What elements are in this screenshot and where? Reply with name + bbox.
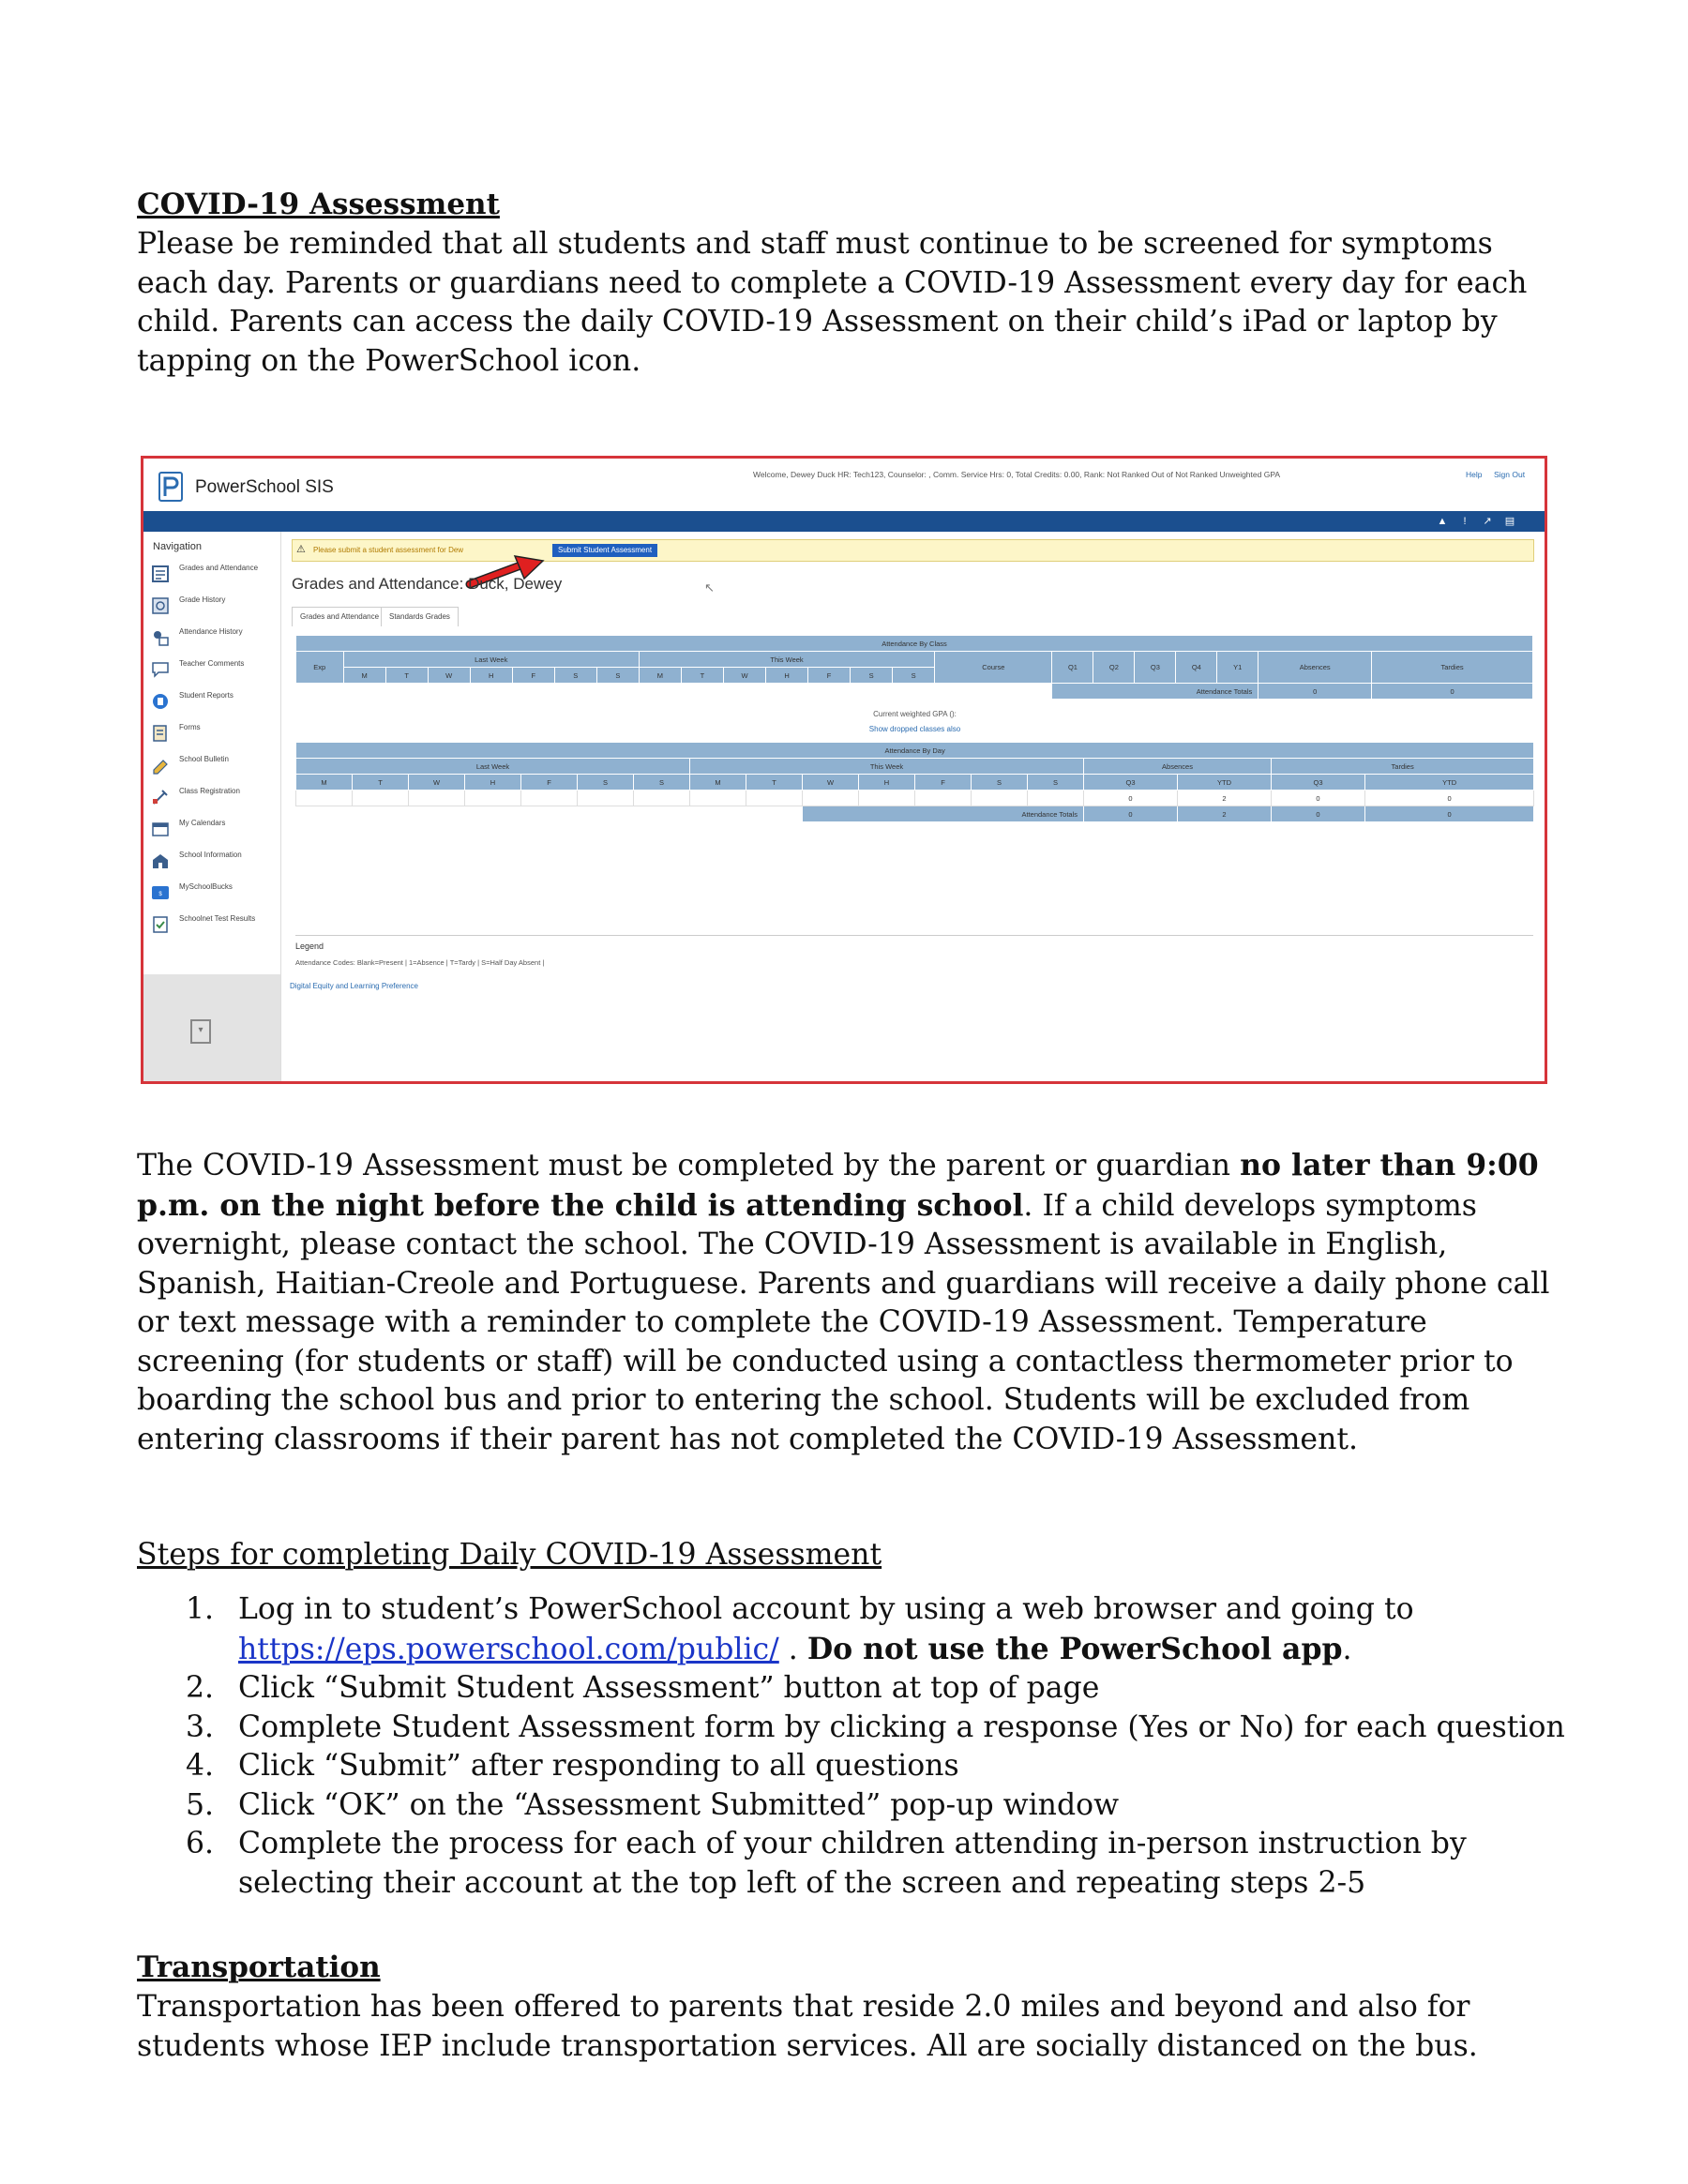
- day-m: M: [343, 668, 385, 684]
- col-q3: Q3: [1135, 652, 1176, 684]
- day-m: M: [690, 775, 746, 791]
- steps-list: [137, 1590, 1581, 1903]
- nav-item-class-registration[interactable]: [151, 785, 279, 813]
- sign-out-link[interactable]: Sign Out: [1494, 470, 1526, 479]
- nav-item-label: MySchoolBucks: [179, 882, 233, 891]
- page-title: Grades and Attendance: Duck, Dewey: [292, 575, 563, 593]
- nav-item-my-calendars[interactable]: [151, 817, 279, 845]
- cell: [296, 791, 353, 806]
- nav-item-label: Grade History: [179, 595, 226, 604]
- nav-item-school-information[interactable]: [151, 849, 279, 877]
- total-tardies-q3: 0: [1272, 806, 1365, 822]
- col-exp: Exp: [296, 652, 344, 684]
- cell: [634, 791, 690, 806]
- step-number: 2.: [186, 1671, 215, 1705]
- col-absences: Absences: [1084, 759, 1272, 775]
- nav-item-label: School Information: [179, 851, 242, 859]
- step-item: [137, 1669, 1581, 1709]
- col-q2: Q2: [1093, 652, 1135, 684]
- comment-icon: [151, 660, 170, 679]
- spacer: [296, 684, 1052, 700]
- nav-item-label: Teacher Comments: [179, 659, 245, 668]
- svg-text:$: $: [158, 892, 162, 897]
- ps-navigation: [143, 532, 281, 1084]
- step-number: 6.: [186, 1827, 215, 1860]
- nav-item-teacher-comments[interactable]: [151, 657, 279, 685]
- totals-label: Attendance Totals: [1052, 684, 1258, 700]
- step-item: [137, 1709, 1581, 1748]
- col-last-week: Last Week: [296, 759, 690, 775]
- attendance-by-class-table: [295, 635, 1533, 700]
- show-dropped-classes-link[interactable]: Show dropped classes also: [868, 725, 961, 733]
- mobile-app-icon[interactable]: ▾: [190, 1019, 211, 1044]
- day-h: H: [470, 668, 512, 684]
- cell: [578, 791, 634, 806]
- notice-icon[interactable]: !: [1463, 516, 1467, 527]
- col-this-week: This Week: [639, 652, 934, 668]
- cell: [465, 791, 521, 806]
- test-results-icon: [151, 915, 170, 934]
- powerschool-public-link[interactable]: https://eps.powerschool.com/public/: [238, 1632, 779, 1666]
- spacer: [296, 806, 803, 822]
- day-f: F: [521, 775, 578, 791]
- day-t: T: [385, 668, 428, 684]
- cell: [353, 791, 409, 806]
- day-w: W: [409, 775, 465, 791]
- nav-item-student-reports[interactable]: [151, 689, 279, 717]
- alert-text: Please submit a student assessment for Dew: [313, 546, 464, 554]
- day-h: H: [859, 775, 915, 791]
- nav-item-attendance-history[interactable]: [151, 625, 279, 654]
- day-t: T: [746, 775, 803, 791]
- cell-absences-q3: 0: [1084, 791, 1178, 806]
- day-s: S: [596, 668, 639, 684]
- legend: [295, 935, 1533, 973]
- cell: [521, 791, 578, 806]
- total-tardies: 0: [1372, 684, 1533, 700]
- gradebook-icon: [151, 565, 170, 583]
- transportation-section-title: Transportation: [137, 1951, 381, 1984]
- digital-equity-link[interactable]: Digital Equity and Learning Preference: [290, 982, 418, 990]
- day-s: S: [1028, 775, 1084, 791]
- legend-title: Legend: [295, 941, 324, 951]
- col-q3: Q3: [1084, 775, 1178, 791]
- col-ytd: YTD: [1365, 775, 1534, 791]
- cell-absences-ytd: 2: [1178, 791, 1272, 806]
- nav-item-forms[interactable]: [151, 721, 279, 749]
- nav-item-label: Class Registration: [179, 787, 240, 795]
- completion-text-2: . If a child develops symptoms overnight, please contact the school. The COVID-19 Assessment is available in English, Spanish, Haitian-Creole and Portuguese. Parents and guardians will receive a daily phone call or text message with a reminder to complete the COVID-19 Assessment. Temperature screening (for students or staff) will be conducted using a contactless thermometer prior to boarding the school bus and prior to entering the school. Students will be excluded from entering classrooms if their parent has not completed the COVID-19 Assessment.: [137, 1188, 1550, 1456]
- totals-label: Attendance Totals: [803, 806, 1084, 822]
- help-link[interactable]: Help: [1466, 470, 1483, 479]
- ps-main-content: [284, 532, 1545, 1084]
- col-y1: Y1: [1217, 652, 1258, 684]
- cell: [746, 791, 803, 806]
- steps-title: Steps for completing Daily COVID-19 Assessment: [137, 1538, 882, 1572]
- warning-icon: ⚠: [296, 544, 306, 555]
- table-title: Attendance By Class: [296, 636, 1533, 652]
- nav-item-label: Student Reports: [179, 691, 234, 700]
- cell: [803, 791, 859, 806]
- day-s: S: [554, 668, 596, 684]
- day-s: S: [578, 775, 634, 791]
- calendar-icon: [151, 820, 170, 838]
- cell: [972, 791, 1028, 806]
- nav-item-schoolnet-results[interactable]: [151, 912, 279, 941]
- col-last-week: Last Week: [343, 652, 639, 668]
- step-text: .: [1342, 1632, 1352, 1666]
- tab-grades-attendance[interactable]: Grades and Attendance: [292, 607, 387, 626]
- cell-tardies-ytd: 0: [1365, 791, 1534, 806]
- covid-section-title: COVID-19 Assessment: [137, 188, 500, 221]
- forms-icon: [151, 724, 170, 743]
- day-m: M: [639, 668, 681, 684]
- day-f: F: [512, 668, 554, 684]
- step-text: Click “Submit” after responding to all questions: [238, 1749, 959, 1783]
- col-course: Course: [935, 652, 1052, 684]
- step-item: [137, 1786, 1581, 1826]
- table-title: Attendance By Day: [296, 743, 1534, 759]
- day-h: H: [465, 775, 521, 791]
- step-text: Complete the process for each of your children attending in-person instruction by selecting their account at the top left of the screen and repeating steps 2-5: [238, 1827, 1467, 1900]
- day-t: T: [681, 668, 723, 684]
- step-text: Log in to student’s PowerSchool account by using a web browser and going to: [238, 1592, 1414, 1626]
- step-item: [137, 1747, 1581, 1786]
- day-w: W: [723, 668, 765, 684]
- col-tardies: Tardies: [1272, 759, 1534, 775]
- col-absences: Absences: [1258, 652, 1372, 684]
- day-t: T: [353, 775, 409, 791]
- registration-icon: [151, 788, 170, 806]
- covid-intro-paragraph: Please be reminded that all students and staff must continue to be screened for symptoms each day. Parents or guardians need to complete a COVID-19 Assessment every day for each child. Parents can access the daily COVID-19 Assessment on their child’s iPad or laptop by tapping on the PowerSchool icon.: [137, 227, 1528, 378]
- total-absences: 0: [1258, 684, 1372, 700]
- external-link-icon[interactable]: ↗: [1483, 516, 1492, 527]
- nav-item-label: My Calendars: [179, 819, 226, 827]
- myschoolbucks-icon: [151, 883, 170, 902]
- powerschool-screenshot: [141, 456, 1547, 1084]
- transportation-paragraph: Transportation has been offered to parents that reside 2.0 miles and beyond and also for students whose IEP include transportation services. All are socially distanced on the bus.: [137, 1990, 1478, 2063]
- mouse-cursor-icon: ↖: [704, 580, 715, 595]
- day-s: S: [972, 775, 1028, 791]
- step-number: 3.: [186, 1710, 215, 1744]
- gpa-text: Current weighted GPA ():: [873, 710, 957, 718]
- day-s: S: [634, 775, 690, 791]
- cell: [409, 791, 465, 806]
- total-absences-ytd: 2: [1178, 806, 1272, 822]
- totals-row: [296, 684, 1533, 700]
- step-text: .: [778, 1632, 807, 1666]
- col-ytd: YTD: [1178, 775, 1272, 791]
- step-item: [137, 1825, 1581, 1903]
- total-tardies-ytd: 0: [1365, 806, 1534, 822]
- nav-title: Navigation: [153, 541, 202, 552]
- nav-item-label: Schoolnet Test Results: [179, 914, 256, 923]
- step-number: 1.: [186, 1592, 215, 1626]
- cell: [859, 791, 915, 806]
- day-w: W: [428, 668, 470, 684]
- col-q1: Q1: [1052, 652, 1093, 684]
- step-item: [137, 1590, 1581, 1669]
- nav-bottom-panel: [143, 974, 280, 1084]
- legend-codes: Attendance Codes: Blank=Present | 1=Absence | T=Tardy | S=Half Day Absent |: [295, 958, 545, 967]
- completion-deadline: no later than 9:00 p.m. on the night before the child is attending school: [137, 1148, 1539, 1223]
- nav-item-label: School Bulletin: [179, 755, 229, 763]
- cell-tardies-q3: 0: [1272, 791, 1365, 806]
- cell: [690, 791, 746, 806]
- ps-toolbar: [143, 511, 1545, 532]
- cell: [915, 791, 972, 806]
- day-s: S: [893, 668, 935, 684]
- day-s: S: [851, 668, 893, 684]
- completion-paragraph: [137, 1146, 1562, 1459]
- day-f: F: [808, 668, 851, 684]
- submit-student-assessment-button[interactable]: Submit Student Assessment: [552, 544, 657, 557]
- powerschool-logo-icon: [158, 472, 183, 502]
- day-w: W: [803, 775, 859, 791]
- step-number: 5.: [186, 1787, 215, 1822]
- nav-item-myschoolbucks[interactable]: [151, 881, 279, 909]
- bulletin-icon: [151, 756, 170, 775]
- day-h: H: [766, 668, 808, 684]
- tab-standards-grades[interactable]: Standards Grades: [381, 607, 459, 626]
- nav-item-grade-history[interactable]: [151, 594, 279, 622]
- day-m: M: [296, 775, 353, 791]
- col-q4: Q4: [1176, 652, 1217, 684]
- col-this-week: This Week: [690, 759, 1084, 775]
- step-number: 4.: [186, 1749, 215, 1783]
- nav-item-label: Attendance History: [179, 627, 243, 636]
- day-f: F: [915, 775, 972, 791]
- step-text: Click “OK” on the “Assessment Submitted” pop-up window: [238, 1787, 1120, 1822]
- ps-header: [143, 459, 1545, 511]
- print-icon[interactable]: ▤: [1504, 516, 1515, 527]
- ps-brand: PowerSchool SIS: [195, 477, 334, 497]
- attendance-icon: [151, 628, 170, 647]
- history-icon: [151, 596, 170, 615]
- table-row: [296, 791, 1534, 806]
- completion-text-1: The COVID-19 Assessment must be completed by the parent or guardian: [137, 1149, 1241, 1182]
- ps-welcome-text: Welcome, Dewey Duck HR: Tech123, Counselor: , Comm. Service Hrs: 0, Total Credits: 0.00, Rank: Not Ranked Out of Not Ranked Unweighted GPA: [753, 470, 1281, 479]
- nav-item-label: Forms: [179, 723, 201, 731]
- total-absences-q3: 0: [1084, 806, 1178, 822]
- col-tardies: Tardies: [1372, 652, 1533, 684]
- nav-item-grades-attendance[interactable]: [151, 562, 279, 590]
- step-text: Complete Student Assessment form by clicking a response (Yes or No) for each question: [238, 1710, 1565, 1744]
- totals-row: [296, 806, 1534, 822]
- step-warning: Do not use the PowerSchool app: [806, 1631, 1343, 1666]
- step-text: Click “Submit Student Assessment” button at top of page: [238, 1671, 1100, 1705]
- reports-icon: [151, 692, 170, 711]
- cell: [1028, 791, 1084, 806]
- attendance-by-day-table: [295, 742, 1534, 822]
- nav-item-label: Grades and Attendance: [179, 564, 259, 572]
- col-q3: Q3: [1272, 775, 1365, 791]
- nav-item-school-bulletin[interactable]: [151, 753, 279, 781]
- alert-bell-icon[interactable]: ▲: [1437, 516, 1448, 527]
- dropped-classes-container: [284, 725, 1545, 733]
- school-icon: [151, 851, 170, 870]
